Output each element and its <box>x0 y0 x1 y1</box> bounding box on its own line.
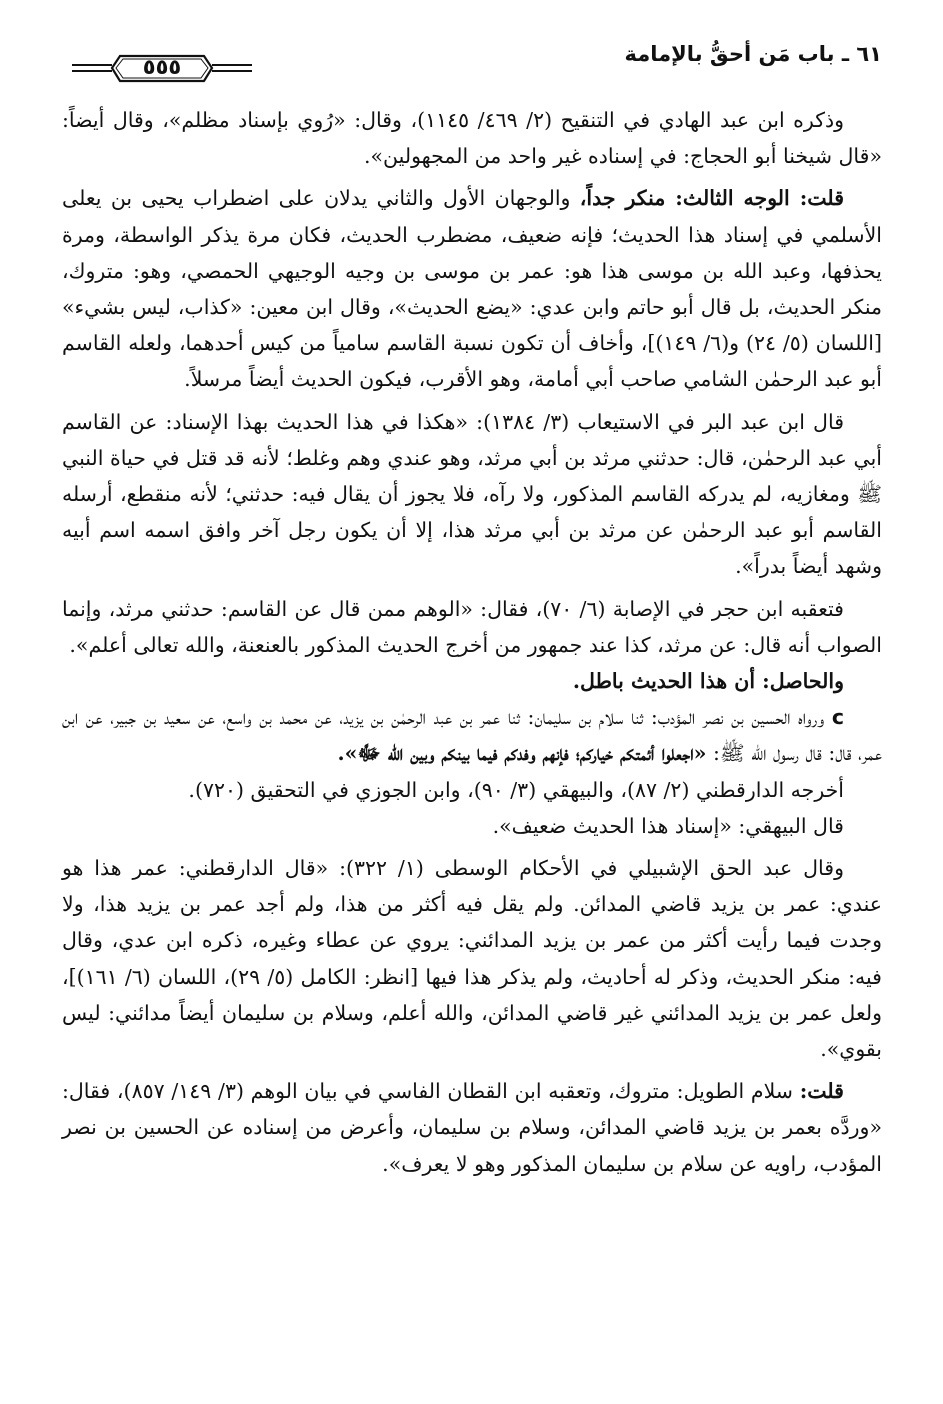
paragraph-narration <box>62 699 882 771</box>
narration-mark: c <box>831 705 844 730</box>
narration-chain: ورواه الحسين بن نصر المؤدب: ثنا سلام بن سليمان: ثنا عمر بن عبد الرحمٰن بن يزيد، عن محمد بن واسع، عن سعيد بن جبير، عن ابن عمر، قال: قال رسول الله ﷺ: <box>62 705 882 766</box>
paragraph-bayhaqi: قال البيهقي: «إسناد هذا الحديث ضعيف». <box>492 813 844 838</box>
paragraph-ibn-abd-al-barr: قال ابن عبد البر في الاستيعاب (٣/ ١٣٨٤): «هكذا في هذا الحديث بهذا الإسناد: عن القاسم أبي عبد الرحمٰن، قال: حدثني مرثد بن أبي مرثد، وهو عندي وهم وغلط؛ لأنه قد قتل في حياة النبي ﷺ ومغازيه، لم يدركه القاسم المذكور، ولا رآه، فلا يجوز أن يقال فيه: حدثني؛ لأنه منقطع، أرسله القاسم أبو عبد الرحمٰن عن مرثد بن أبي مرثد هذا، إلا أن يكون رجل آخر وافق اسمه اسم أبيه وشهد أيضاً بدراً». <box>62 409 882 579</box>
paragraph-text: سلام الطويل: متروك، وتعقبه ابن القطان الفاسي في بيان الوهم (٣/ ١٤٩/ ٨٥٧)، فقال: «وردَّه بعمر بن يزيد قاضي المدائن، وسلام بن سليمان، وأعرض من إسناده عن الحسين بن نصر المؤدب، راويه عن سلام بن سليمان المذكور وهو لا يعرف». <box>62 1079 882 1176</box>
hadith-text: «اجعلوا أئمتكم خياركم؛ فإنهم وفدكم فيما بينكم وبين الله ﷻ». <box>337 741 707 766</box>
paragraph-lead-bold: قلت: <box>799 1079 844 1104</box>
page-number: ٥٥٥ <box>142 55 182 79</box>
page-number-ornament <box>72 50 252 90</box>
page-body <box>62 102 882 1182</box>
chapter-title: ٦١ ـ باب مَن أحقُّ بالإمامة <box>624 42 882 66</box>
paragraph-conclusion: والحاصل: أن هذا الحديث باطل. <box>572 669 844 694</box>
paragraph-text: والوجهان الأول والثاني يدلان على اضطراب يحيى بن يعلى الأسلمي في إسناد هذا الحديث؛ فإنه ضعيف، مضطرب الحديث، فكان مرة يذكر الواسطة، ومرة يحذفها، وعبد الله بن موسى هذا هو: عمر بن موسى بن وجيه الوجيهي الحمصي، وهو: متروك، منكر الحديث، بل قال أبو حاتم وابن عدي: «يضع الحديث»، وقال ابن معين: «كذاب، ليس بشيء» [اللسان (٥/ ٢٤) و(٦/ ١٤٩)]، وأخاف أن تكون نسبة القاسم سامياً من كيس أحدهما، ولعله القاسم أبو عبد الرحمٰن الشامي صاحب أبي أمامة، وهو الأقرب، فيكون الحديث أيضاً مرسلاً. <box>62 186 882 392</box>
paragraph-abd-al-haqq: وقال عبد الحق الإشبيلي في الأحكام الوسطى (١/ ٣٢٢): «قال الدارقطني: عمر هذا هو عندي: عمر بن يزيد قاضي المدائن. ولم يقل فيه أكثر من هذا، ولم أجد عمر بن يزيد هذا، ولا وجدت فيما رأيت أكثر من عمر بن يزيد المدائني: يروي عن عطاء وغيره، ذكره ابن عدي، وقال فيه: منكر الحديث، وذكر له أحاديث، ولم يذكر هذا فيها [انظر: الكامل (٥/ ٢٩)، اللسان (٦/ ١٦١)]، ولعل عمر بن يزيد المدائني غير قاضي المدائن، والله أعلم، وسلام بن سليمان أيضاً مدائني: ليس بقوي». <box>62 856 882 1062</box>
paragraph-third-aspect <box>62 180 882 397</box>
paragraph-takhrij: أخرجه الدارقطني (٢/ ٨٧)، والبيهقي (٣/ ٩٠)، وابن الجوزي في التحقيق (٧٢٠). <box>188 777 844 802</box>
paragraph-lead-bold: قلت: الوجه الثالث: منكر جداً، <box>579 186 844 211</box>
paragraph-ibn-hajar: فتعقبه ابن حجر في الإصابة (٦/ ٧٠)، فقال: «الوهم ممن قال عن القاسم: حدثني مرثد، وإنما الصواب أنه قال: عن مرثد، كذا عند جمهور من أخرج الحديث المذكور بالعنعنة، والله تعالى أعلم». <box>62 596 882 657</box>
book-page <box>62 34 882 1182</box>
paragraph-ibn-al-qattan <box>62 1073 882 1182</box>
page-header <box>62 34 882 102</box>
paragraph-ibn-abd-al-hadi: وذكره ابن عبد الهادي في التنقيح (٢/ ٤٦٩/ ١١٤٥)، وقال: «رُوي بإسناد مظلم»، وقال أيضاً: «قال شيخنا أبو الحجاج: في إسناده غير واحد من المجهولين». <box>62 108 882 169</box>
